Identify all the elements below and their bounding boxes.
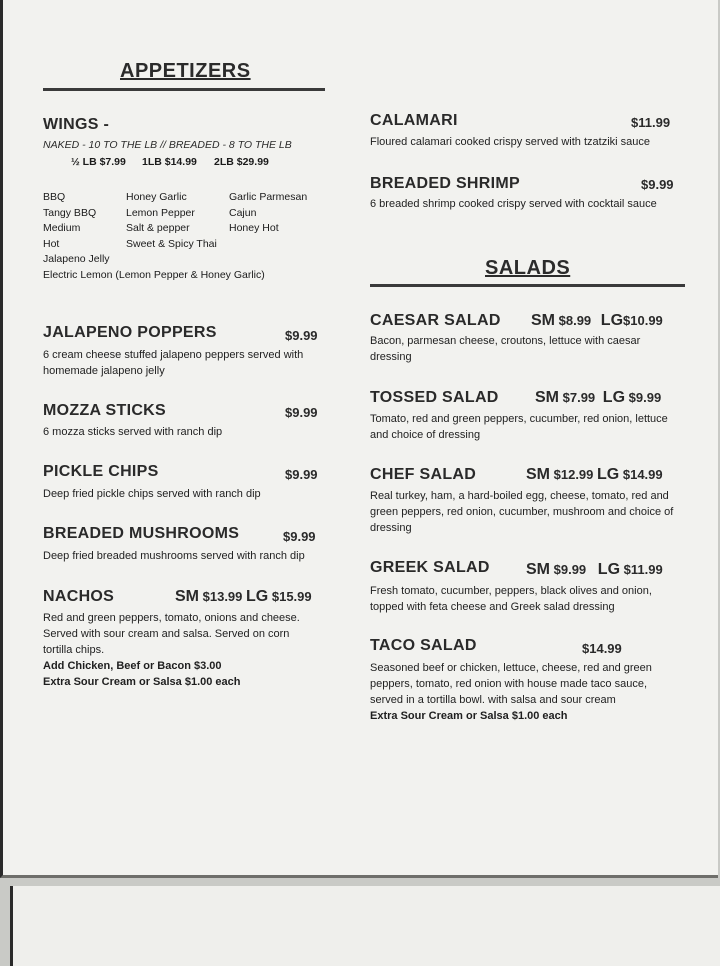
chef-sm-price: $12.99 — [553, 467, 594, 482]
desc-line: tortilla chips. — [43, 644, 105, 656]
greek-prices — [526, 561, 663, 579]
salads-title: SALADS — [485, 257, 571, 279]
flavor-item: Honey Garlic — [126, 191, 187, 203]
next-page-edge — [10, 886, 720, 966]
flavor-electric-lemon: Electric Lemon (Lemon Pepper & Honey Garlic) — [43, 269, 265, 281]
caesar-prices — [531, 312, 663, 330]
calamari-name: CALAMARI — [370, 112, 458, 129]
nachos-lg-price: $15.99 — [271, 589, 312, 604]
taco-desc — [370, 660, 700, 724]
wings-style-line: NAKED - 10 TO THE LB // BREADED - 8 TO THE LB — [43, 139, 292, 151]
flavor-item: Garlic Parmesan — [229, 191, 308, 203]
caesar-lg-label: LG — [600, 312, 624, 329]
chef-sm-label: SM — [526, 466, 550, 483]
chef-prices — [526, 466, 663, 484]
breaded-shrimp-price: $9.99 — [641, 177, 674, 192]
wings-flavors-col1 — [43, 190, 110, 268]
desc-line: and choice of dressing — [370, 429, 481, 441]
pickle-chips-price: $9.99 — [285, 467, 318, 482]
appetizers-rule — [43, 88, 325, 91]
greek-sm-price: $9.99 — [553, 562, 587, 577]
desc-line: homemade jalapeno jelly — [43, 365, 165, 377]
flavor-item: BBQ — [43, 191, 66, 203]
wings-flavors-col3 — [229, 190, 307, 237]
nachos-extra-protein: Add Chicken, Beef or Bacon $3.00 — [43, 660, 222, 672]
desc-line: 6 cream cheese stuffed jalapeno peppers served with — [43, 349, 304, 361]
nachos-sm-price: $13.99 — [202, 589, 243, 604]
wings-name: WINGS - — [43, 116, 110, 133]
chef-name: CHEF SALAD — [370, 466, 477, 483]
chef-lg-price: $14.99 — [622, 467, 663, 482]
breaded-shrimp-name: BREADED SHRIMP — [370, 175, 520, 192]
chef-desc — [370, 488, 700, 536]
breaded-mushrooms-price: $9.99 — [283, 529, 316, 544]
wings-flavors-col2 — [126, 190, 217, 252]
jalapeno-poppers-name: JALAPENO POPPERS — [43, 324, 217, 341]
mozza-sticks-desc: 6 mozza sticks served with ranch dip — [43, 426, 223, 438]
breaded-shrimp-desc: 6 breaded shrimp cooked crispy served with cocktail sauce — [370, 198, 657, 210]
caesar-lg-price: $10.99 — [623, 313, 663, 328]
mozza-sticks-price: $9.99 — [285, 405, 318, 420]
flavor-item: Sweet & Spicy Thai — [126, 237, 217, 250]
salads-rule — [370, 284, 685, 287]
nachos-sm-label: SM — [175, 588, 199, 605]
tossed-sm-label: SM — [535, 389, 559, 406]
greek-name: GREEK SALAD — [370, 559, 490, 576]
desc-line: Red and green peppers, tomato, onions and cheese. — [43, 612, 300, 624]
desc-line: Bacon, parmesan cheese, croutons, lettuce with caesar — [370, 335, 641, 347]
nachos-prices — [175, 588, 312, 606]
nachos-desc — [43, 610, 343, 690]
chef-lg-label: LG — [597, 466, 620, 483]
wings-size-1lb: 1LB $14.99 — [142, 156, 197, 168]
desc-line: Served with sour cream and salsa. Served on corn — [43, 628, 290, 640]
flavor-item: Tangy BBQ — [43, 206, 97, 219]
flavor-item: Cajun — [229, 206, 257, 219]
tossed-name: TOSSED SALAD — [370, 389, 499, 406]
taco-name: TACO SALAD — [370, 637, 477, 654]
tossed-prices — [535, 389, 661, 407]
calamari-price: $11.99 — [631, 115, 671, 130]
caesar-sm-price: $8.99 — [558, 313, 592, 328]
desc-line: dressing — [370, 351, 412, 363]
desc-line: topped with feta cheese and Greek salad dressing — [370, 601, 615, 613]
taco-extra: Extra Sour Cream or Salsa $1.00 each — [370, 710, 568, 722]
desc-line: Seasoned beef or chicken, lettuce, cheese, red and green — [370, 662, 652, 674]
breaded-mushrooms-name: BREADED MUSHROOMS — [43, 525, 240, 542]
desc-line: dressing — [370, 522, 412, 534]
mozza-sticks-name: MOZZA STICKS — [43, 402, 166, 419]
caesar-sm-label: SM — [531, 312, 555, 329]
desc-line: peppers, tomato, red onion with house made taco sauce, — [370, 678, 648, 690]
flavor-item: Medium — [43, 222, 81, 234]
taco-price: $14.99 — [582, 641, 622, 656]
desc-line: Fresh tomato, cucumber, peppers, black olives and onion, — [370, 585, 652, 597]
flavor-item: Hot — [43, 237, 60, 250]
greek-lg-label: LG — [597, 561, 621, 578]
calamari-desc: Floured calamari cooked crispy served with tzatziki sauce — [370, 136, 651, 148]
pickle-chips-desc: Deep fried pickle chips served with ranch dip — [43, 488, 261, 500]
nachos-extra-sour-cream: Extra Sour Cream or Salsa $1.00 each — [43, 676, 241, 688]
flavor-item: Salt & pepper — [126, 222, 190, 234]
greek-lg-price: $11.99 — [623, 562, 663, 577]
flavor-item: Jalapeno Jelly — [43, 253, 110, 265]
caesar-desc — [370, 333, 690, 365]
tossed-lg-label: LG — [602, 389, 626, 406]
appetizers-title: APPETIZERS — [120, 60, 251, 82]
breaded-mushrooms-desc: Deep fried breaded mushrooms served with ranch dip — [43, 550, 305, 562]
greek-sm-label: SM — [526, 561, 550, 578]
nachos-name: NACHOS — [43, 588, 115, 605]
nachos-lg-label: LG — [246, 588, 269, 605]
jalapeno-poppers-desc — [43, 347, 333, 379]
desc-line: green peppers, red onion, cucumber, mushroom and choice of — [370, 506, 674, 518]
tossed-desc — [370, 411, 700, 443]
tossed-lg-price: $9.99 — [628, 390, 662, 405]
flavor-item: Honey Hot — [229, 222, 279, 234]
caesar-name: CAESAR SALAD — [370, 312, 501, 329]
tossed-sm-price: $7.99 — [562, 390, 596, 405]
pickle-chips-name: PICKLE CHIPS — [43, 463, 159, 480]
flavor-item: Lemon Pepper — [126, 206, 195, 219]
wings-size-half: ½ LB $7.99 — [71, 156, 126, 168]
desc-line: Real turkey, ham, a hard-boiled egg, cheese, tomato, red and — [370, 490, 669, 502]
desc-line: Tomato, red and green peppers, cucumber, red onion, lettuce — [370, 413, 668, 425]
desc-line: served in a tortilla bowl. with salsa and sour cream — [370, 694, 616, 706]
jalapeno-poppers-price: $9.99 — [285, 328, 318, 343]
wings-size-2lb: 2LB $29.99 — [214, 156, 269, 168]
greek-desc — [370, 583, 700, 615]
